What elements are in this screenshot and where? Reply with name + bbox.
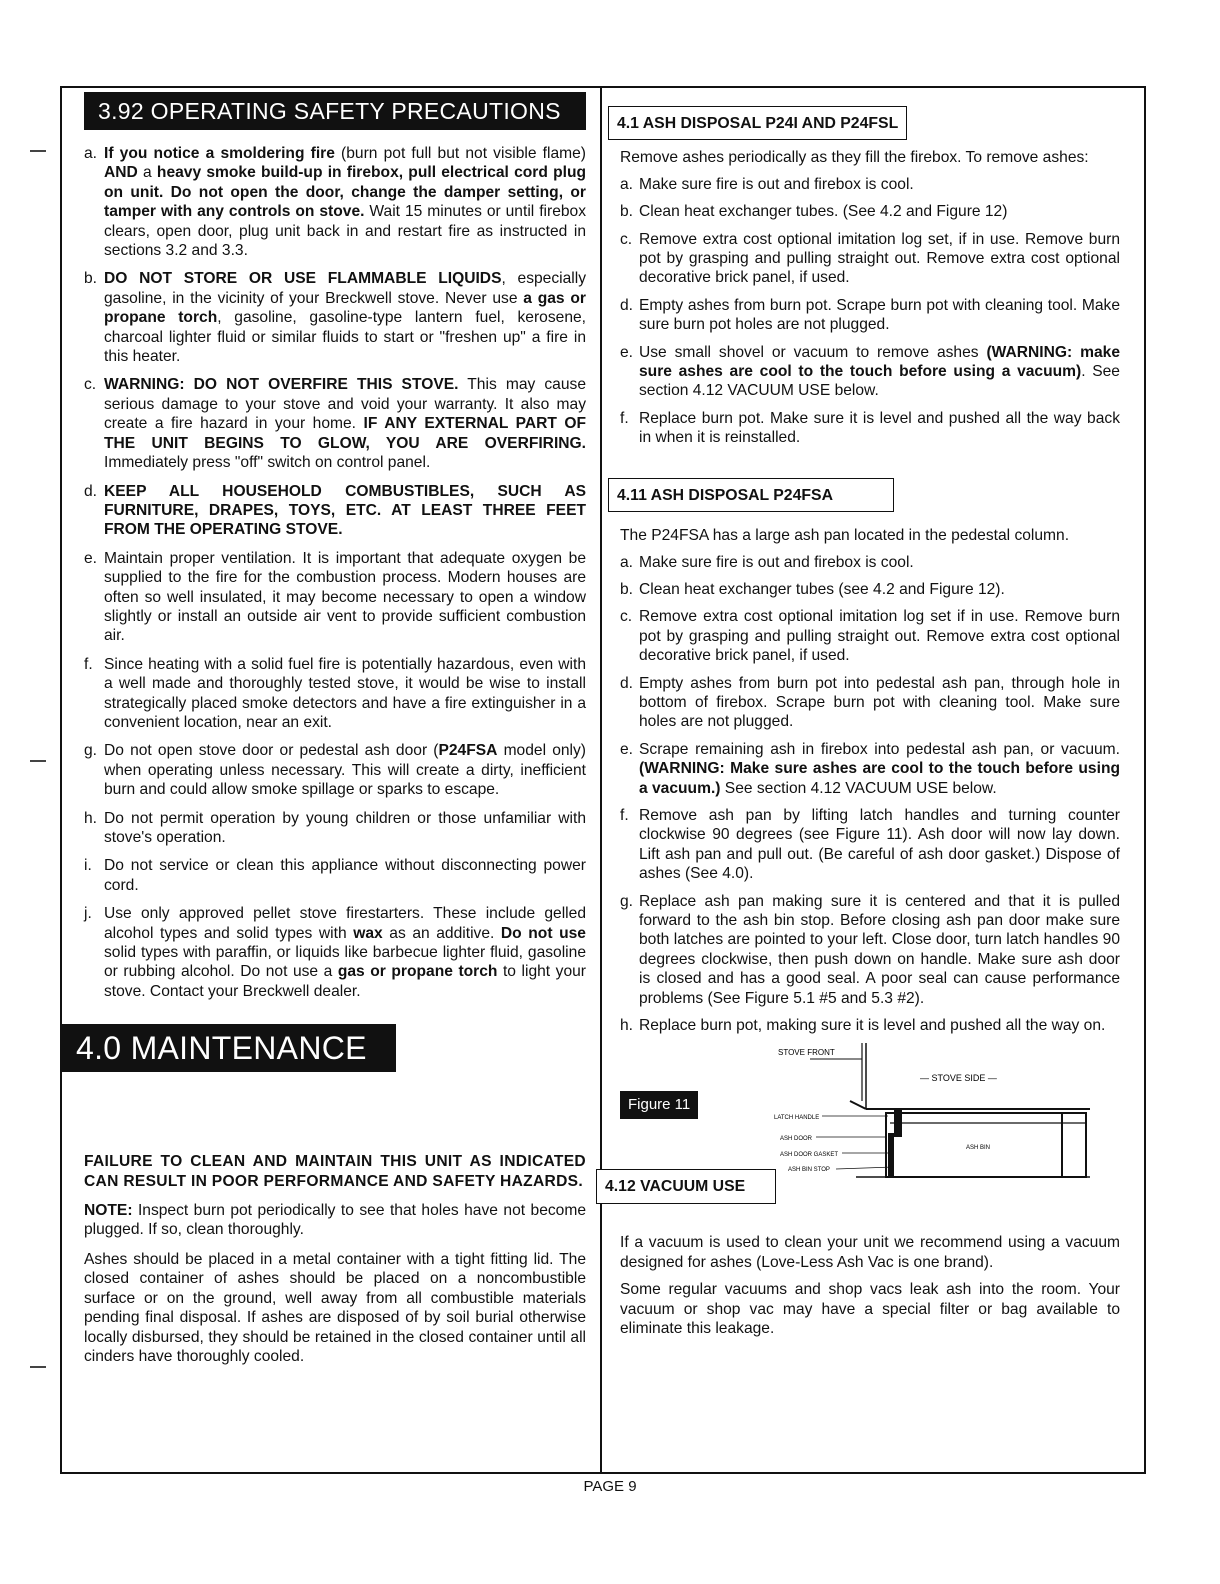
item-text: Use small shovel or vacuum to remove ashes xyxy=(639,343,987,361)
item-text: Immediately press "off" switch on control panel. xyxy=(104,454,431,472)
item-text: Empty ashes from burn pot. Scrape burn pot with cleaning tool. Make sure burn pot holes are not plugged. xyxy=(639,296,1120,334)
bold-text: WARNING: DO NOT OVERFIRE THIS STOVE. xyxy=(104,376,459,394)
item-text: Do not permit operation by young children or those unfamiliar with stove's operation. xyxy=(104,809,586,846)
latch-handle-label: LATCH HANDLE xyxy=(774,1115,820,1122)
list-item xyxy=(84,144,586,260)
maintenance-note xyxy=(84,1201,586,1240)
section-411-intro: The P24FSA has a large ash pan located in the pedestal column. xyxy=(620,527,1070,545)
item-text: Empty ashes from burn pot into pedestal ash pan, through hole in bottom of firebox. Scrape burn pot with cleaning tool. Make sure holes are not plugged. xyxy=(639,674,1120,731)
list-item xyxy=(620,580,1120,599)
stove-side-label: — STOVE SIDE — xyxy=(920,1073,997,1084)
stove-front-label: STOVE FRONT xyxy=(778,1048,835,1058)
left-column xyxy=(76,92,587,1376)
list-item xyxy=(84,904,586,1001)
item-letter: b. xyxy=(620,580,634,598)
section-412 xyxy=(620,1233,1120,1338)
bold-text: DO NOT STORE OR USE FLAMMABLE LIQUIDS xyxy=(104,270,502,288)
page-number: PAGE 9 xyxy=(583,1478,637,1495)
bold-text: If you notice a smoldering fire xyxy=(104,145,335,162)
bold-text: a gas or propane torch xyxy=(104,289,586,327)
item-letter: c. xyxy=(84,376,97,394)
section-41-heading: 4.1 ASH DISPOSAL P24I AND P24FSL xyxy=(608,106,907,140)
list-item xyxy=(84,482,586,540)
list-item xyxy=(620,607,1120,665)
item-text: solid types with paraffin, or liquids like barbecue lighter fluid, gasoline or rubbing alcohol. Do not use a xyxy=(104,944,586,981)
list-item xyxy=(620,740,1120,798)
list-item xyxy=(620,553,1120,572)
ash-door xyxy=(888,1133,894,1177)
item-text: Scrape remaining ash in firebox into pedestal ash pan, or vacuum. xyxy=(639,740,1120,758)
list-item xyxy=(84,269,586,366)
item-letter: c. xyxy=(620,230,633,248)
bold-text: KEEP ALL HOUSEHOLD COMBUSTIBLES, SUCH AS FURNITURE, DRAPES, TOYS, ETC. AT LEAST THREE FEET FROM THE OPERATING STOVE. xyxy=(104,482,586,539)
item-letter: e. xyxy=(84,549,98,567)
item-letter: h. xyxy=(620,1017,634,1035)
list-item xyxy=(84,856,586,895)
item-text: Do not open stove door or pedestal ash door ( xyxy=(104,742,439,760)
bold-text: (WARNING: make sure ashes are cool to the touch before using a vacuum) xyxy=(639,343,1121,381)
item-letter: e. xyxy=(620,343,634,361)
list-item xyxy=(84,549,586,646)
item-text: as an additive. xyxy=(382,924,501,942)
item-text: , gasoline, gasoline-type lantern fuel, kerosene, charcoal lighter fluid or similar fluids to start or "freshen up" a fire in this heater. xyxy=(104,309,586,366)
column-divider xyxy=(600,88,602,1472)
bold-text: P24FSA xyxy=(438,742,498,760)
item-text: model only) when operating unless necessary. This will create a dirty, inefficient burn and could allow smoke spillage or sparks to escape. xyxy=(104,742,586,799)
item-text: Remove extra cost optional imitation log set, if in use. Remove burn pot by grasping and pulling straight out. Remove extra cost optional decorative brick panel, if used. xyxy=(639,230,1120,287)
list-item xyxy=(620,175,1120,194)
item-text: See section 4.12 VACUUM USE below. xyxy=(720,779,997,797)
item-letter: b. xyxy=(620,203,634,221)
figure-11 xyxy=(605,1043,1120,1196)
item-text: Maintain proper ventilation. It is important that adequate oxygen be supplied to the fire for the combustion process. Modern houses are often so well insulated, it may become necessary to open a window slightly or install an outside air vent to provide sufficient combustion air. xyxy=(104,549,586,645)
list-item xyxy=(620,674,1120,732)
list-item xyxy=(620,806,1120,884)
latch-handle xyxy=(894,1109,902,1137)
item-letter: g. xyxy=(84,742,98,760)
section-411-heading: 4.11 ASH DISPOSAL P24FSA xyxy=(608,478,894,512)
item-letter: a. xyxy=(84,145,98,162)
item-letter: f. xyxy=(620,806,629,824)
margin-mark xyxy=(30,150,46,152)
section-392-title: 3.92 OPERATING SAFETY PRECAUTIONS xyxy=(84,92,586,130)
list-item xyxy=(620,1016,1120,1035)
ash-door-gasket-label: ASH DOOR GASKET xyxy=(780,1152,839,1159)
list-item xyxy=(84,655,586,733)
list-item xyxy=(620,892,1120,1008)
list-item xyxy=(620,296,1120,335)
item-letter: h. xyxy=(84,809,98,827)
item-text: Since heating with a solid fuel fire is potentially hazardous, even with a well made and thoroughly tested stove, it would be wise to install strategically placed smoke detectors and have a fire extinguisher in a convenient location, near an exit. xyxy=(104,655,586,731)
list-item xyxy=(620,409,1120,448)
vacuum-paragraph-2: Some regular vacuums and shop vacs leak ash into the room. Your vacuum or shop vac may have a special filter or bag available to eliminate this leakage. xyxy=(620,1281,1120,1338)
stove-base xyxy=(850,1101,866,1109)
bold-text: heavy smoke build-up in firebox, pull electrical cord plug on unit. Do not open the door, change the damper setting, or tamper with any controls on stove. xyxy=(104,164,587,221)
item-letter: f. xyxy=(620,409,629,427)
note-text: Inspect burn pot periodically to see that holes have not become plugged. If so, clean thoroughly. xyxy=(84,1202,586,1239)
list-item xyxy=(84,809,586,848)
item-text: Make sure fire is out and firebox is cool. xyxy=(639,553,914,571)
item-text: (burn pot full but not visible flame) xyxy=(334,145,586,162)
item-letter: f. xyxy=(84,655,93,673)
item-letter: d. xyxy=(84,482,98,500)
section-411 xyxy=(605,478,1120,1339)
item-text: Do not service or clean this appliance without disconnecting power cord. xyxy=(104,857,586,894)
list-item xyxy=(84,741,586,799)
item-text: Remove extra cost optional imitation log set if in use. Remove burn pot by grasping and pulling straight out. Remove extra cost optional decorative brick panel, if used. xyxy=(639,608,1120,665)
bold-text: wax xyxy=(353,924,383,942)
item-letter: d. xyxy=(620,674,634,692)
item-text: Clean heat exchanger tubes (see 4.2 and Figure 12). xyxy=(639,580,1005,598)
item-text: Use only approved pellet stove firestarters. These include gelled alcohol types and solid types with xyxy=(104,905,586,942)
ash-disposal-p24i-list xyxy=(620,175,1120,448)
bold-text: (WARNING: Make sure ashes are cool to the touch before using a vacuum.) xyxy=(639,760,1120,797)
item-text: Replace burn pot. Make sure it is level and pushed all the way back in when it is reinstalled. xyxy=(639,409,1120,447)
list-item xyxy=(84,375,586,472)
ashes-paragraph: Ashes should be placed in a metal container with a tight fitting lid. The closed container of ashes should be placed on a noncombustible surface or on the ground, well away from all combustible materials pending final disposal. If ashes are disposed of by soil burial otherwise locally disbursed, they should be retained in the closed container until all cinders have thoroughly cooled. xyxy=(84,1250,586,1365)
list-item xyxy=(620,343,1120,401)
item-text: Make sure fire is out and firebox is cool. xyxy=(639,175,914,193)
ash-disposal-p24fsa-list xyxy=(620,553,1120,1036)
item-letter: d. xyxy=(620,296,634,314)
maintenance-text xyxy=(84,1152,586,1366)
bold-text: gas or propane torch xyxy=(337,963,498,981)
item-text: . See section 4.12 VACUUM USE below. xyxy=(639,363,1120,400)
item-letter: b. xyxy=(84,270,98,288)
item-letter: i. xyxy=(84,857,92,875)
item-text: Clean heat exchanger tubes. (See 4.2 and Figure 12) xyxy=(639,203,1008,221)
bold-text: Do not use xyxy=(500,924,586,942)
item-letter: c. xyxy=(620,608,633,626)
ash-bin-stop-label: ASH BIN STOP xyxy=(788,1167,830,1174)
right-column xyxy=(605,106,1121,1360)
margin-mark xyxy=(30,760,46,762)
item-text: , especially gasoline, in the vicinity of your Breckwell stove. Never use xyxy=(104,270,586,307)
item-letter: a. xyxy=(620,175,634,193)
item-text: Remove ash pan by lifting latch handles and turning counter clockwise 90 degrees (see Figure 11). Ash door will now lay down. Lift ash pan and pull out. (Be careful of ash door gasket.) Dispose of ashes (See 4.0). xyxy=(639,806,1120,883)
figure-11-badge: Figure 11 xyxy=(620,1091,698,1118)
section-40-title: 4.0 MAINTENANCE xyxy=(62,1024,396,1072)
item-letter: g. xyxy=(620,892,634,910)
item-text: Wait 15 minutes or until firebox clears, open door, plug unit back in and restart fire as instructed in sections 3.2 and 3.3. xyxy=(104,203,587,260)
ash-door-label: ASH DOOR xyxy=(780,1136,813,1143)
item-text: a xyxy=(137,164,157,182)
list-item xyxy=(620,230,1120,288)
maintenance-warning: FAILURE TO CLEAN AND MAINTAIN THIS UNIT AS INDICATED CAN RESULT IN POOR PERFORMANCE AND SAFETY HAZARDS. xyxy=(84,1153,586,1190)
section-41 xyxy=(617,106,1121,448)
item-text: This may cause serious damage to your stove and void your warranty. It also may create a fire hazard in your home. xyxy=(104,376,586,433)
note-label: NOTE: xyxy=(84,1202,133,1220)
figure-11-diagram xyxy=(770,1043,1110,1193)
item-text: Replace burn pot, making sure it is level and pushed all the way on. xyxy=(639,1017,1106,1035)
margin-mark xyxy=(30,1366,46,1368)
item-letter: a. xyxy=(620,553,634,571)
list-item xyxy=(620,202,1120,221)
section-412-heading: 4.12 VACUUM USE xyxy=(596,1169,776,1203)
item-text: to light your stove. Contact your Breckwell dealer. xyxy=(104,963,587,1000)
safety-precautions-list xyxy=(84,144,586,1001)
item-text: Replace ash pan making sure it is centered and that it is pulled forward to the ash bin stop. Before closing ash pan door make sure both latches are pointed to your left. Close door, turn latch handles 90 degrees clockwise, then push down on handle. Make sure ash door is closed and has a good seal. A poor seal can cause performance problems (See Figure 5.1 #5 and 5.3 #2). xyxy=(639,892,1120,1007)
item-letter: j. xyxy=(84,905,92,923)
section-41-intro: Remove ashes periodically as they fill the firebox. To remove ashes: xyxy=(620,149,1089,167)
vacuum-paragraph-1: If a vacuum is used to clean your unit we recommend using a vacuum designed for ashes (Love-Less Ash Vac is one brand). xyxy=(620,1234,1120,1271)
item-letter: e. xyxy=(620,740,634,758)
bold-text: AND xyxy=(104,164,138,182)
bold-text: IF ANY EXTERNAL PART OF THE UNIT BEGINS TO GLOW, YOU ARE OVERFIRING. xyxy=(104,415,586,452)
ash-bin-label: ASH BIN xyxy=(966,1145,991,1152)
